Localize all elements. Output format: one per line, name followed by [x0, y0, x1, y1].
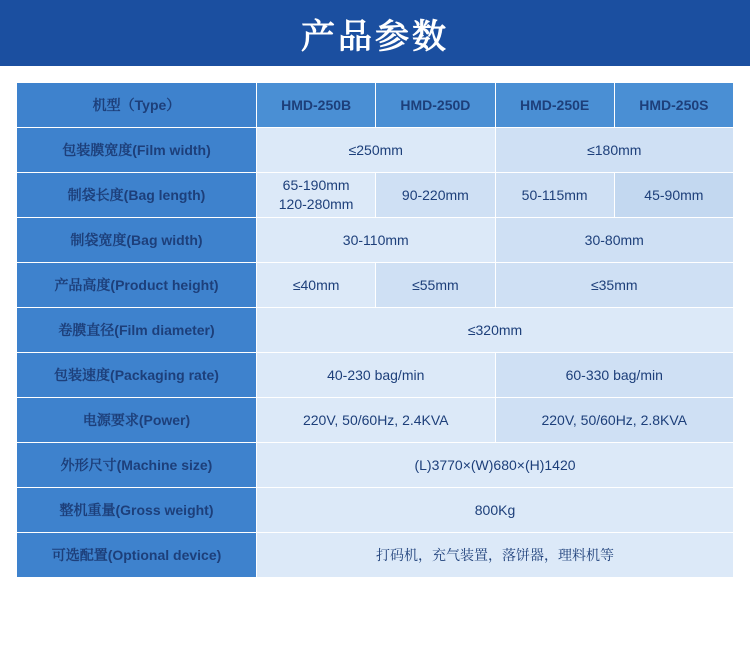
cell-bag-length-3: 50-115mm — [495, 173, 614, 218]
cell-product-height-2: ≤55mm — [376, 263, 495, 308]
cell-film-width-1: ≤250mm — [257, 128, 496, 173]
row-label-optional-device: 可选配置(Optional device) — [17, 533, 257, 578]
spec-table-container — [0, 66, 750, 578]
cell-product-height-3: ≤35mm — [495, 263, 734, 308]
table-row — [17, 398, 734, 443]
cell-bag-width-2: 30-80mm — [495, 218, 734, 263]
row-label-bag-width: 制袋宽度(Bag width) — [17, 218, 257, 263]
cell-optional-device: 打码机，充气装置，落饼器，理料机等 — [257, 533, 734, 578]
cell-gross-weight: 800Kg — [257, 488, 734, 533]
cell-packaging-rate-1: 40-230 bag/min — [257, 353, 496, 398]
row-label-packaging-rate: 包装速度(Packaging rate) — [17, 353, 257, 398]
row-label-gross-weight: 整机重量(Gross weight) — [17, 488, 257, 533]
row-label-film-width: 包装膜宽度(Film width) — [17, 128, 257, 173]
row-label-power: 电源要求(Power) — [17, 398, 257, 443]
row-label-machine-size: 外形尺寸(Machine size) — [17, 443, 257, 488]
header-type-label: 机型（Type） — [17, 83, 257, 128]
cell-film-diameter: ≤320mm — [257, 308, 734, 353]
cell-machine-size: (L)3770×(W)680×(H)1420 — [257, 443, 734, 488]
cell-bag-length-4: 45-90mm — [614, 173, 733, 218]
table-row — [17, 443, 734, 488]
cell-product-height-1: ≤40mm — [257, 263, 376, 308]
table-row — [17, 263, 734, 308]
table-row — [17, 353, 734, 398]
cell-bag-width-1: 30-110mm — [257, 218, 496, 263]
row-label-product-height: 产品高度(Product height) — [17, 263, 257, 308]
table-row — [17, 218, 734, 263]
cell-power-2: 220V, 50/60Hz, 2.8KVA — [495, 398, 734, 443]
header-model-2: HMD-250E — [495, 83, 614, 128]
page-banner — [0, 0, 750, 66]
table-row — [17, 173, 734, 218]
header-model-3: HMD-250S — [614, 83, 733, 128]
table-row — [17, 488, 734, 533]
table-header-row — [17, 83, 734, 128]
cell-bag-length-2: 90-220mm — [376, 173, 495, 218]
specification-table — [16, 82, 734, 578]
table-row — [17, 308, 734, 353]
cell-bag-length-1: 65-190mm 120-280mm — [257, 173, 376, 218]
page-title: 产品参数 — [301, 17, 449, 56]
table-row — [17, 128, 734, 173]
cell-power-1: 220V, 50/60Hz, 2.4KVA — [257, 398, 496, 443]
cell-packaging-rate-2: 60-330 bag/min — [495, 353, 734, 398]
header-model-1: HMD-250D — [376, 83, 495, 128]
row-label-bag-length: 制袋长度(Bag length) — [17, 173, 257, 218]
header-model-0: HMD-250B — [257, 83, 376, 128]
cell-film-width-2: ≤180mm — [495, 128, 734, 173]
table-row — [17, 533, 734, 578]
row-label-film-diameter: 卷膜直径(Film diameter) — [17, 308, 257, 353]
